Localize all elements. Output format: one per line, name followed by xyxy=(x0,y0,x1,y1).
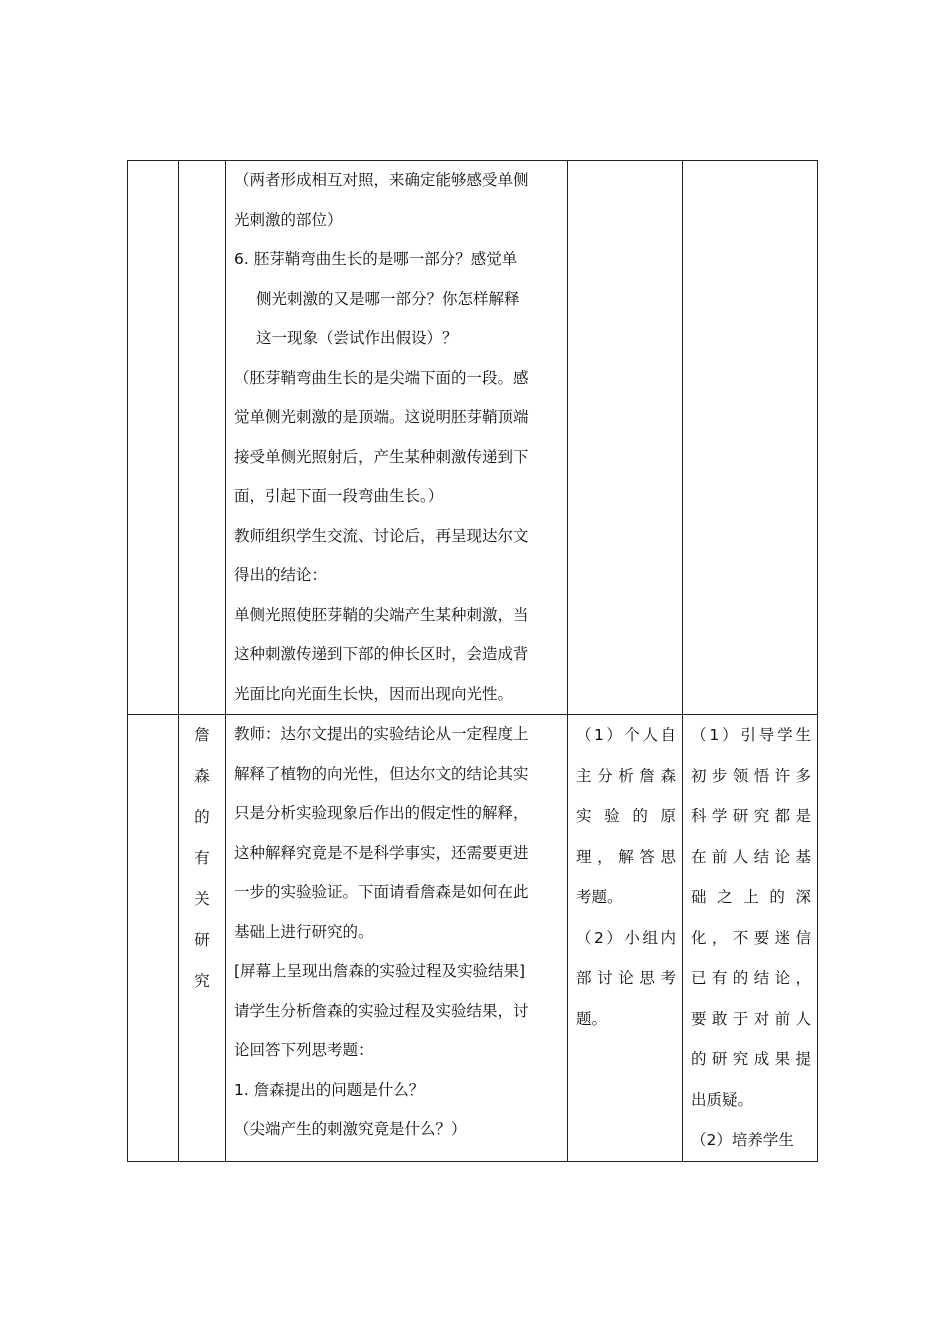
text-line: （2）培养学生 xyxy=(691,1131,794,1149)
text-line: （尖端产生的刺激究竟是什么？） xyxy=(234,1120,467,1138)
lesson-plan-table xyxy=(127,160,818,1162)
text-line: （两者形成相互对照，来确定能够感受单侧 xyxy=(234,171,529,189)
text-line: 觉单侧光刺激的是顶端。这说明胚芽鞘顶端 xyxy=(234,408,529,426)
text-line: 一步的实验验证。下面请看詹森是如何在此 xyxy=(234,883,529,901)
text-line: 初步领悟许多 xyxy=(691,766,811,785)
text-line: 接受单侧光照射后，产生某种刺激传递到下 xyxy=(234,447,529,466)
student-activity-cell xyxy=(568,161,683,715)
text-line: 础之上的深 xyxy=(691,888,811,906)
text-line: 教师组织学生交流、讨论后，再呈现达尔文 xyxy=(234,526,529,545)
table-row xyxy=(128,161,818,715)
text-line: （1）个人自 xyxy=(576,726,676,744)
teacher-activity-cell xyxy=(226,715,568,1162)
text-line: 面，引起下面一段弯曲生长。） xyxy=(234,487,444,505)
design-purpose-cell xyxy=(683,715,818,1162)
text-line: [屏幕上呈现出詹森的实验过程及实验结果] xyxy=(234,962,526,980)
text-line: 单侧光照使胚芽鞘的尖端产生某种刺激，当 xyxy=(234,605,529,624)
text-line: 1. 詹森提出的问题是什么？ xyxy=(234,1080,425,1099)
section-cell xyxy=(179,161,226,715)
stage-cell xyxy=(128,715,179,1162)
text-line: 科学研究都是 xyxy=(691,807,811,825)
section-char: 究 xyxy=(194,972,210,990)
table-row xyxy=(128,715,818,1162)
section-char: 的 xyxy=(194,808,210,826)
section-char: 关 xyxy=(194,890,210,908)
text-line: 论回答下列思考题： xyxy=(234,1041,374,1059)
student-activity-cell xyxy=(568,715,683,1162)
text-line: 解释了植物的向光性，但达尔文的结论其实 xyxy=(234,764,529,783)
text-line: 化，不要迷信 xyxy=(691,928,811,947)
text-line: 部讨论思考 xyxy=(576,969,676,987)
text-line: （2）小组内 xyxy=(576,928,676,947)
text-line: 出质疑。 xyxy=(691,1090,754,1109)
teacher-activity-cell xyxy=(226,161,568,715)
section-char: 森 xyxy=(194,767,210,785)
text-line: 题。 xyxy=(576,1009,608,1028)
section-char: 詹 xyxy=(194,726,210,744)
text-line: 基础上进行研究的。 xyxy=(234,922,374,941)
text-line: 这种刺激传递到下部的伸长区时，会造成背 xyxy=(234,645,529,663)
text-line: 光面比向光面生长快，因而出现向光性。 xyxy=(234,684,514,703)
text-line: 的研究成果提 xyxy=(691,1050,811,1068)
text-line: 侧光刺激的又是哪一部分？你怎样解释 xyxy=(256,289,520,308)
text-line: （胚芽鞘弯曲生长的是尖端下面的一段。感 xyxy=(234,368,529,387)
text-line: 只是分析实验现象后作出的假定性的解释， xyxy=(234,804,529,822)
text-line: 请学生分析詹森的实验过程及实验结果，讨 xyxy=(234,1001,529,1020)
section-char: 有 xyxy=(194,849,210,867)
text-line: 主分析詹森 xyxy=(576,766,676,785)
text-line: 这种解释究竟是不是科学事实，还需要更进 xyxy=(234,843,529,862)
text-line: 要敢于对前人 xyxy=(691,1009,811,1028)
text-line: （1）引导学生 xyxy=(691,726,811,744)
design-purpose-cell xyxy=(683,161,818,715)
text-line: 考题。 xyxy=(576,888,623,906)
text-line: 已有的结论， xyxy=(691,969,811,987)
stage-cell xyxy=(128,161,179,715)
section-title-cell xyxy=(179,715,226,1162)
text-line: 教师：达尔文提出的实验结论从一定程度上 xyxy=(234,725,529,743)
text-line: 得出的结论： xyxy=(234,566,328,584)
text-line: 这一现象（尝试作出假设）？ xyxy=(256,329,458,347)
text-line: 理，解答思 xyxy=(576,847,676,866)
text-line: 光刺激的部位） xyxy=(234,210,343,229)
text-line: 实验的原 xyxy=(576,807,676,825)
text-line: 在前人结论基 xyxy=(691,847,811,866)
section-char: 研 xyxy=(194,931,210,949)
text-line: 6. 胚芽鞘弯曲生长的是哪一部分？感觉单 xyxy=(234,250,518,268)
